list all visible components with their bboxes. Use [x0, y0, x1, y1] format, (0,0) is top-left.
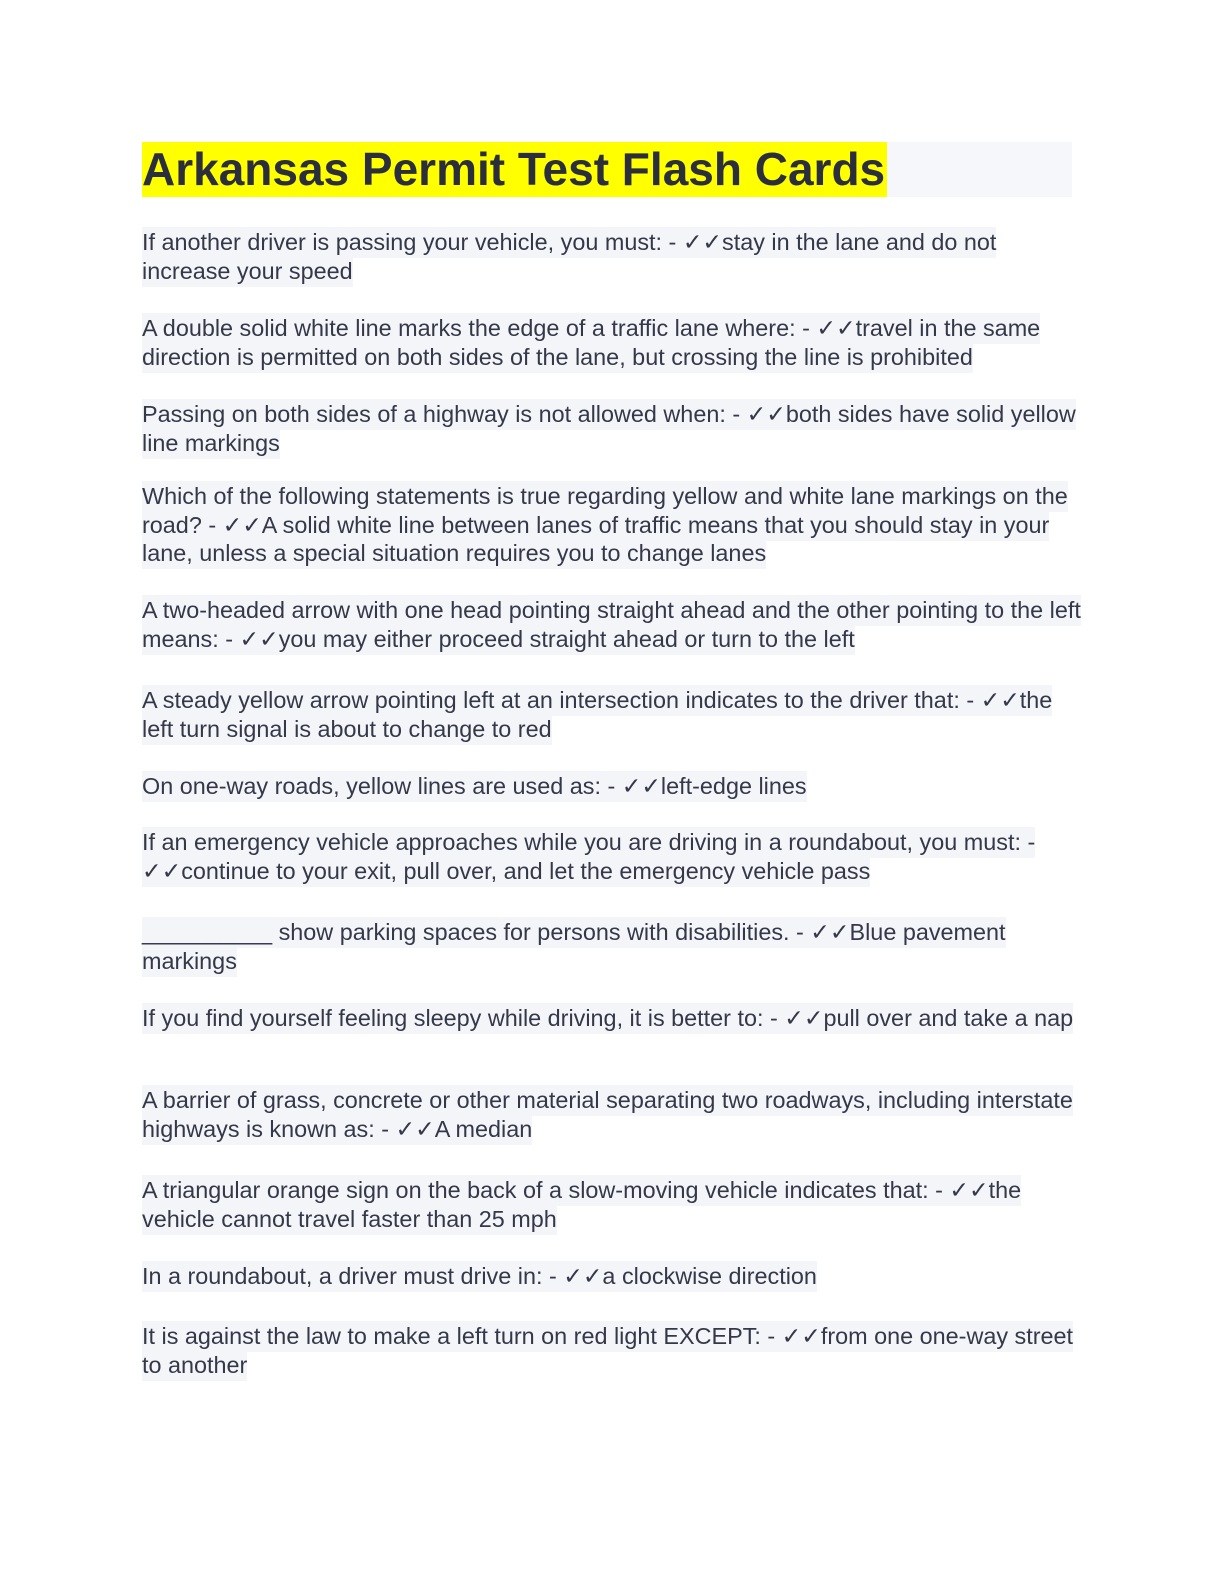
flash-card-text: A triangular orange sign on the back of a slow-moving vehicle indicates that: - ✓✓the vehicle cannot travel faster than 25 mph — [142, 1175, 1021, 1235]
flash-card-text: A double solid white line marks the edge of a traffic lane where: - ✓✓travel in the same direction is permitted on both sides of the lane, but crossing the line is prohibited — [142, 313, 1040, 373]
flash-card-text: A steady yellow arrow pointing left at an intersection indicates to the driver that: - ✓✓the left turn signal is about to change to red — [142, 685, 1052, 745]
flash-card-4 — [142, 482, 1082, 568]
flash-card-3 — [142, 400, 1082, 457]
flash-card-6 — [142, 686, 1082, 743]
flash-card-12 — [142, 1176, 1082, 1233]
flash-card-7 — [142, 772, 1082, 801]
flash-card-1 — [142, 228, 1082, 285]
flash-card-8 — [142, 828, 1082, 885]
flash-card-text: A barrier of grass, concrete or other material separating two roadways, including interstate highways is known as: - ✓✓A median — [142, 1085, 1073, 1145]
flash-card-9 — [142, 918, 1082, 975]
flash-card-text: If you find yourself feeling sleepy while driving, it is better to: - ✓✓pull over and take a nap — [142, 1003, 1073, 1034]
flash-card-text: On one-way roads, yellow lines are used as: - ✓✓left-edge lines — [142, 771, 807, 802]
flash-card-text: It is against the law to make a left turn on red light EXCEPT: - ✓✓from one one-way street to another — [142, 1321, 1073, 1381]
flash-card-14 — [142, 1322, 1082, 1379]
flash-card-13 — [142, 1262, 1082, 1291]
flash-card-text: A two-headed arrow with one head pointing straight ahead and the other pointing to the left means: - ✓✓you may either proceed straight ahead or turn to the left — [142, 595, 1081, 655]
flash-card-text: __________ show parking spaces for persons with disabilities. - ✓✓Blue pavement markings — [142, 917, 1006, 977]
flash-card-2 — [142, 314, 1082, 371]
flash-card-11 — [142, 1086, 1082, 1143]
flash-card-text: Which of the following statements is true regarding yellow and white lane markings on the road? - ✓✓A solid white line between lanes of traffic means that you should stay in your lane, unless a special situation requires you to change lanes — [142, 481, 1068, 569]
flash-card-text: Passing on both sides of a highway is not allowed when: - ✓✓both sides have solid yellow line markings — [142, 399, 1076, 459]
flash-card-10 — [142, 1004, 1082, 1033]
document-title: Arkansas Permit Test Flash Cards — [142, 143, 886, 195]
flash-card-5 — [142, 596, 1082, 653]
flash-card-text: If another driver is passing your vehicle, you must: - ✓✓stay in the lane and do not increase your speed — [142, 227, 996, 287]
flash-card-text: If an emergency vehicle approaches while you are driving in a roundabout, you must: - ✓✓continue to your exit, pull over, and let the emergency vehicle pass — [142, 827, 1035, 887]
flash-card-text: In a roundabout, a driver must drive in: - ✓✓a clockwise direction — [142, 1261, 817, 1292]
